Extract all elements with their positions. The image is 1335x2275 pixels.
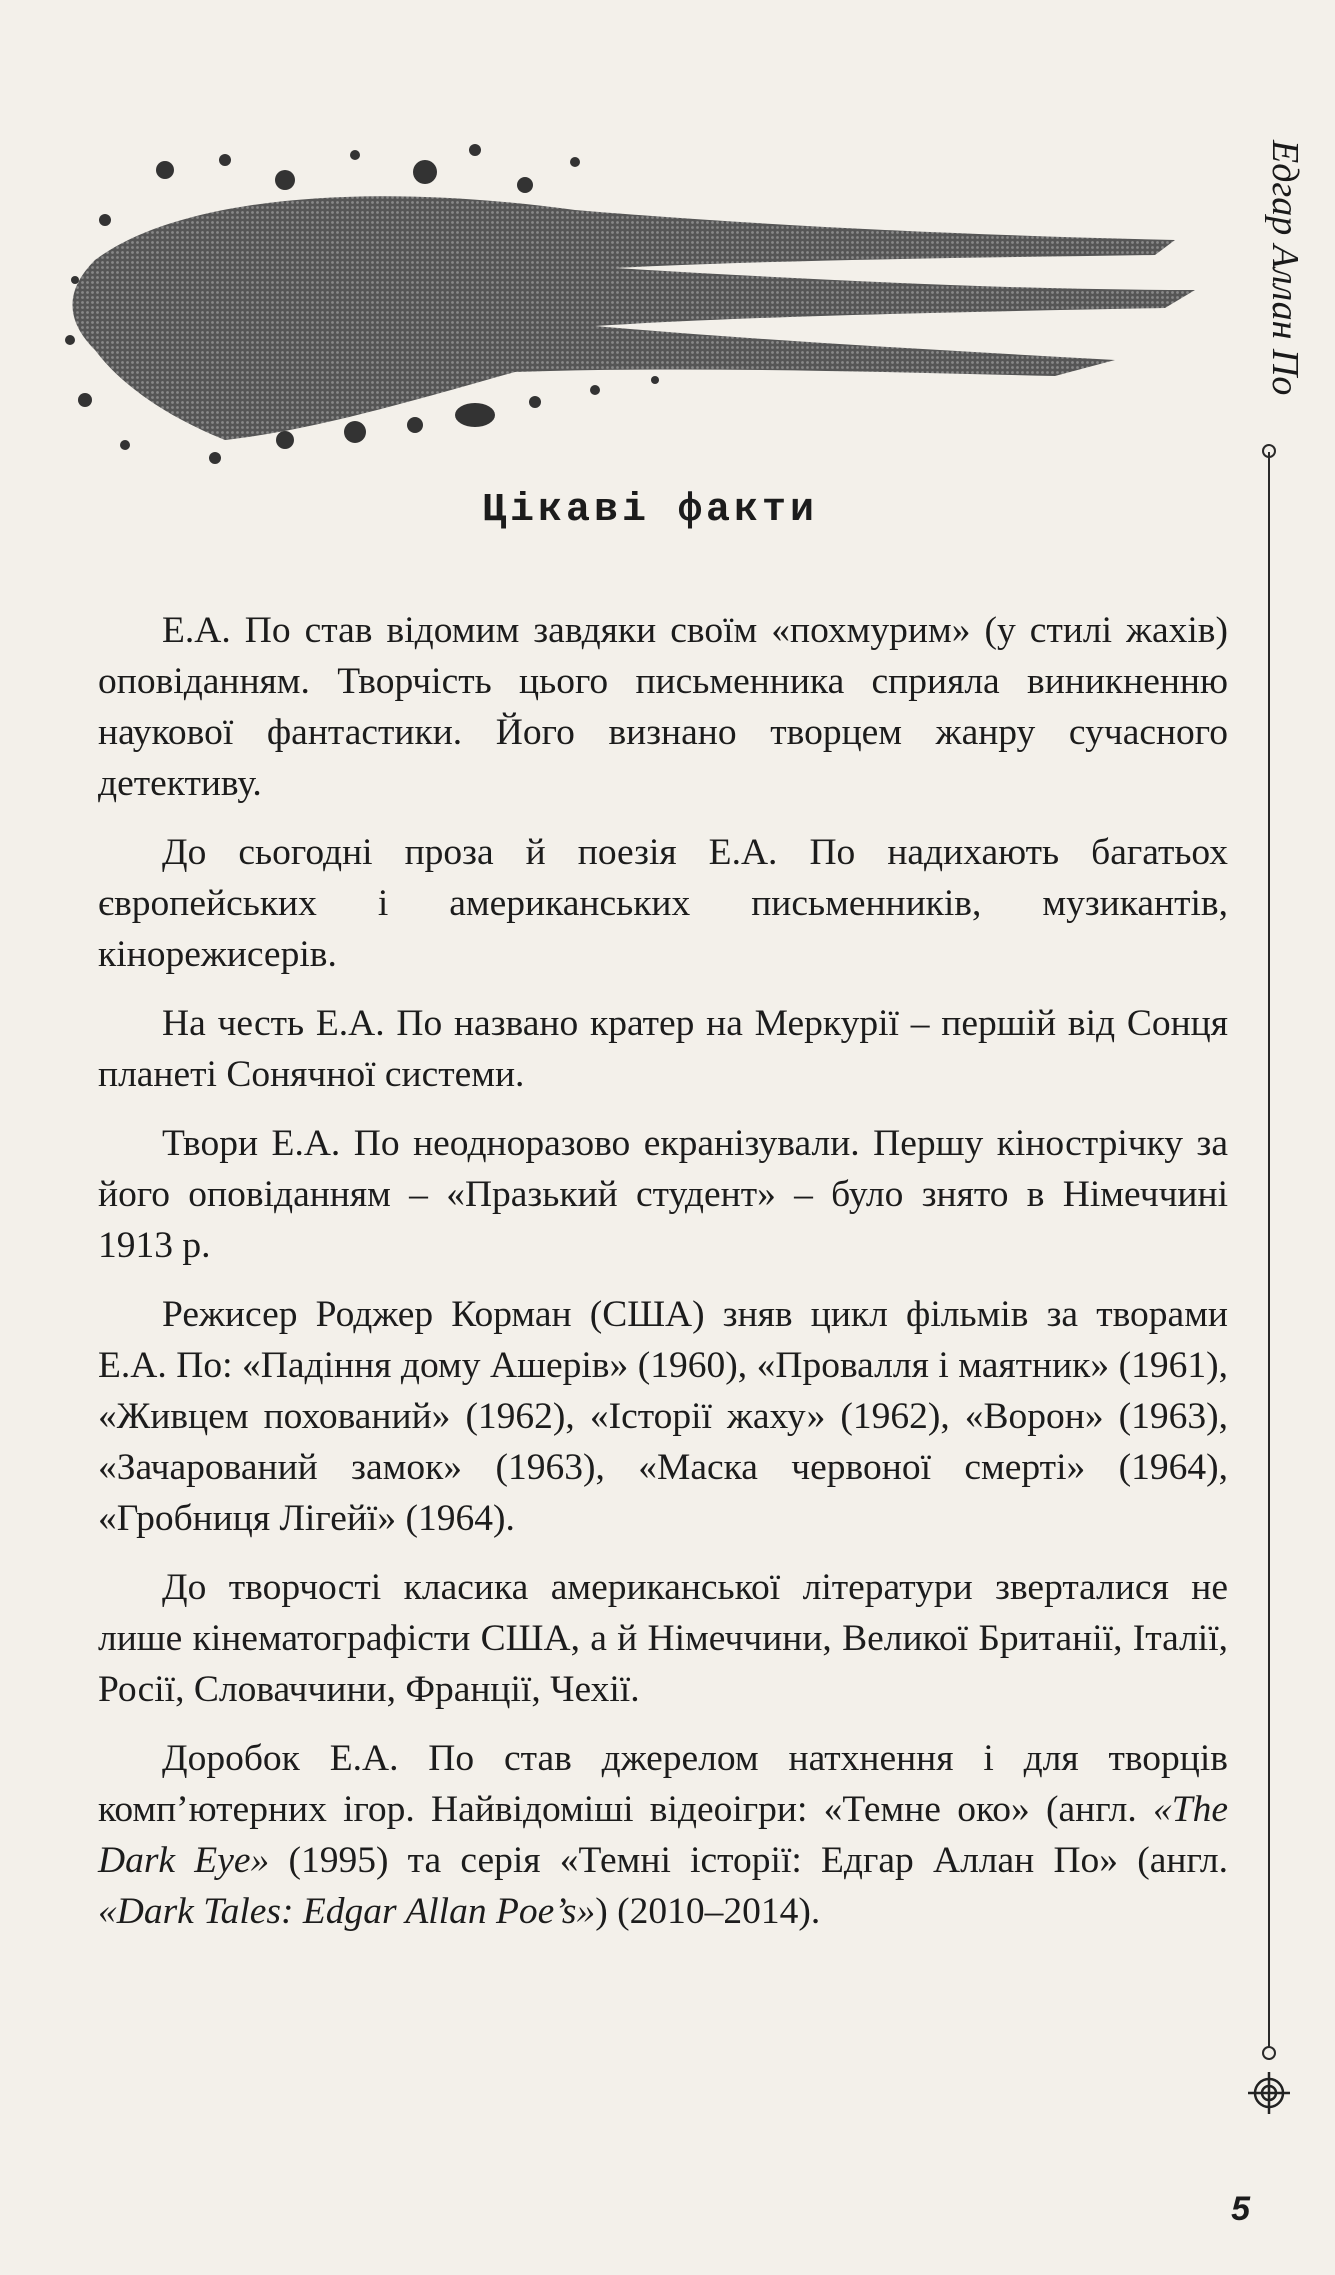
- paragraph-7-part-1: Доробок Е.А. По став джерелом натхнення і для творців комп’ютерних ігор. Найвідоміші відеоігри: «Темне око» (англ.: [98, 1738, 1228, 1830]
- paragraph-3: На честь Е.А. По названо кратер на Меркурії – першій від Сонця планеті Сонячної системи.: [98, 1003, 1228, 1095]
- body-text: [98, 605, 1228, 1955]
- side-line-bottom-dot: [1262, 2046, 1276, 2060]
- side-rule-line: [1268, 452, 1270, 2052]
- paragraph-7: [98, 1733, 1228, 1937]
- section-heading: Цікаві факти: [481, 488, 819, 533]
- paragraph-4: Твори Е.А. По неодноразово екранізували. Першу кінострічку за його оповіданням – «Празький студент» – було знято в Німеччині 1913 р.: [98, 1123, 1228, 1266]
- page-number: 5: [1231, 2190, 1250, 2228]
- crosshair-target-icon: [1246, 2070, 1292, 2116]
- paragraph-1: Е.А. По став відомим завдяки своїм «похмурим» (у стилі жахів) оповіданням. Творчість цього письменника сприяла виникненню наукової фантастики. Його визнано творцем жанру сучасного детективу.: [98, 610, 1228, 804]
- brush-stroke-icon: [55, 140, 1225, 470]
- paragraph-7-part-2: (1995) та серія «Темні історії: Едгар Аллан По» (англ.: [269, 1840, 1229, 1881]
- paragraph-2: До сьогодні проза й поезія Е.А. По надихають багатьох європейських і американських письменників, музикантів, кінорежисерів.: [98, 832, 1228, 975]
- paragraph-6: До творчості класика американської літератури зверталися не лише кінематографісти США, а й Німеччини, Великої Британії, Італії, Росії, Словаччини, Франції, Чехії.: [98, 1567, 1228, 1710]
- game-title-english-2: «Dark Tales: Edgar Allan Poe’s»: [98, 1891, 596, 1932]
- game-title-english-1: «The Dark Eye»: [98, 1789, 1228, 1881]
- paragraph-7-part-3: ) (2010–2014).: [595, 1891, 821, 1932]
- running-header: Едгар Аллан По: [1264, 140, 1306, 396]
- paragraph-5: Режисер Роджер Корман (США) зняв цикл фільмів за творами Е.А. По: «Падіння дому Ашерів» (1960), «Провалля і маятник» (1961), «Живцем похований» (1962), «Історії жаху» (1962), «Ворон» (1963), «Зачарований замок» (1963), «Маска червоної смерті» (1964), «Гробниця Лігейї» (1964).: [98, 1294, 1228, 1539]
